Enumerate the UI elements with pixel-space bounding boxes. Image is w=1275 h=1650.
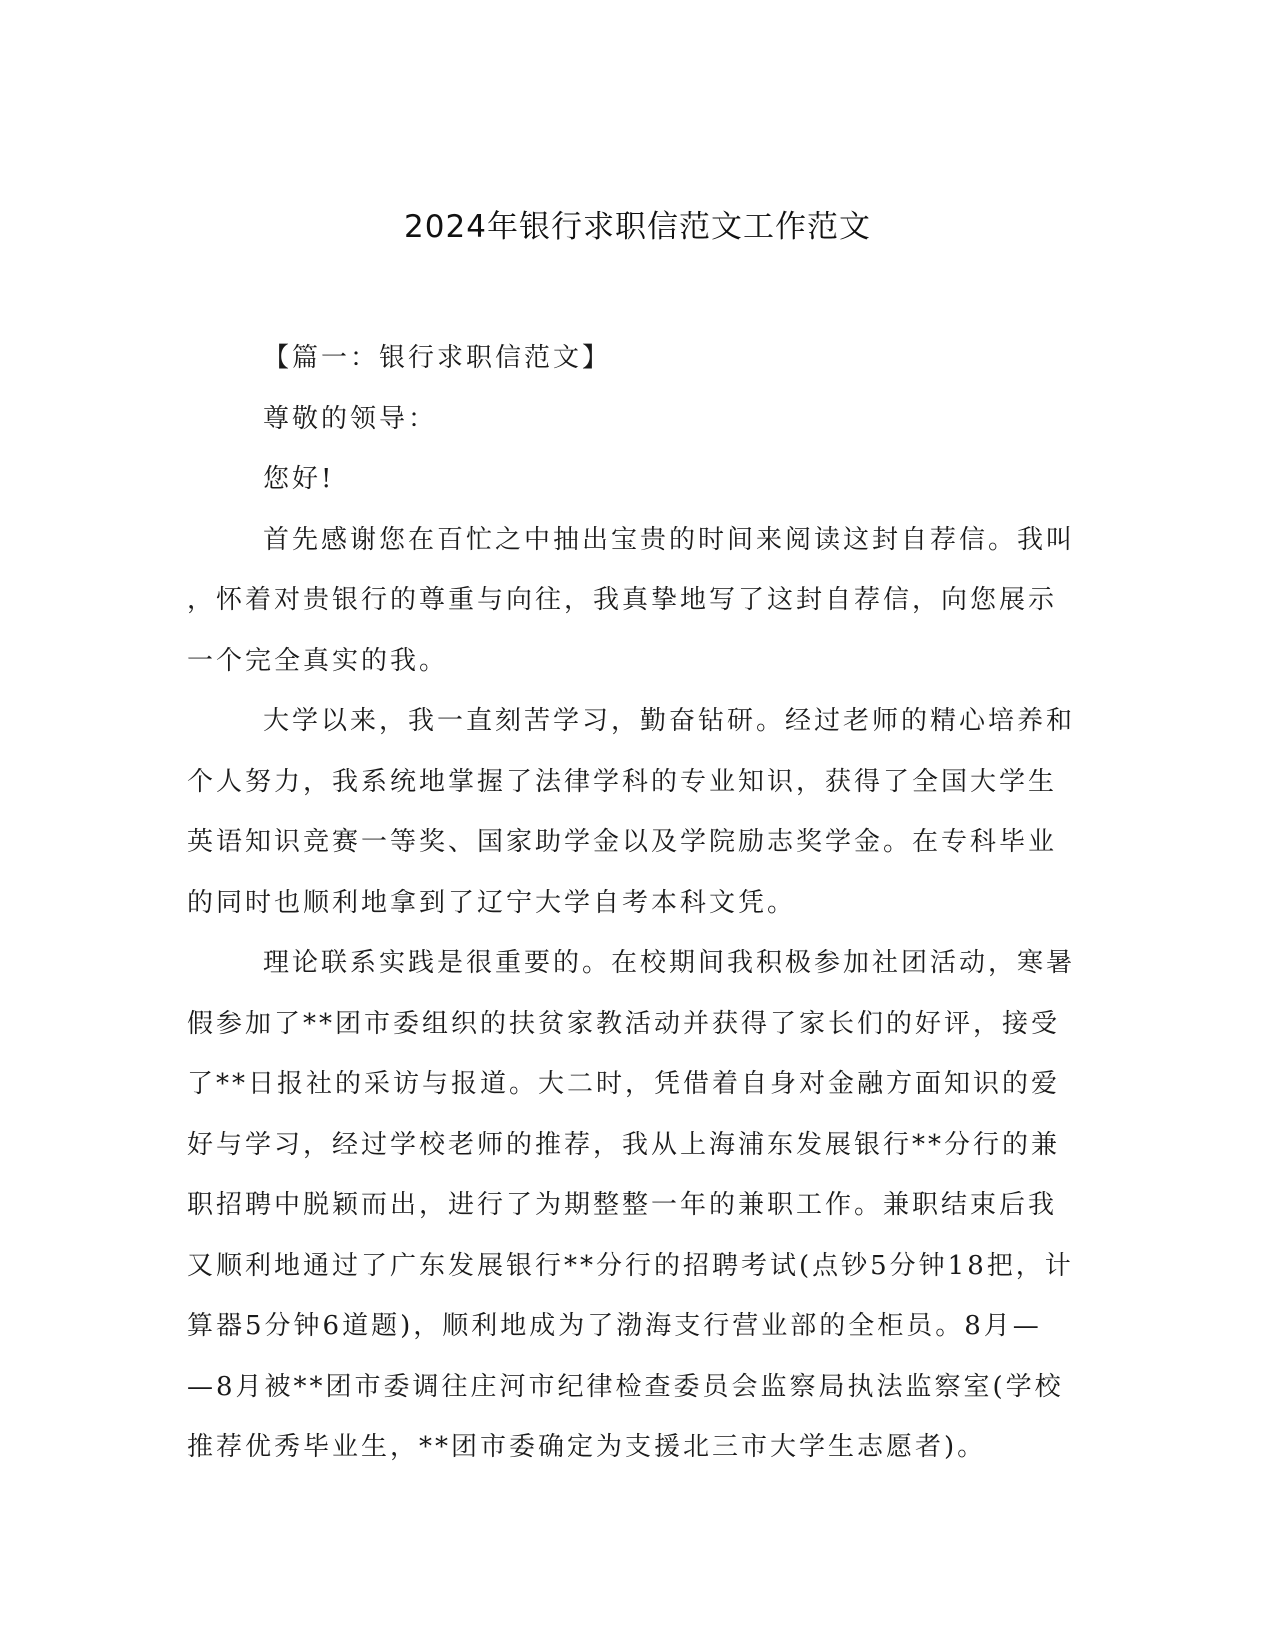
paragraph-line: 算器5分钟6道题)，顺利地成为了渤海支行营业部的全柜员。8月— <box>187 1311 1042 1341</box>
paragraph-2 <box>187 691 1087 933</box>
paragraph-line: 又顺利地通过了广东发展银行**分行的招聘考试(点钞5分钟18把，计 <box>187 1250 1074 1281</box>
document-title: 2024年银行求职信范文工作范文 <box>404 209 871 245</box>
paragraph-line: 的同时也顺利地拿到了辽宁大学自考本科文凭。 <box>187 887 797 918</box>
greeting: 您好! <box>263 464 335 494</box>
paragraph-line: —8月被**团市委调往庄河市纪律检查委员会监察局执法监察室(学校 <box>187 1371 1064 1402</box>
paragraph-line: 个人努力，我系统地掌握了法律学科的专业知识，获得了全国大学生 <box>187 766 1058 797</box>
document-body <box>187 328 1087 1478</box>
salutation: 尊敬的领导： <box>263 403 438 434</box>
paragraph-1 <box>187 510 1087 692</box>
paragraph-line: 假参加了**团市委组织的扶贫家教活动并获得了家长们的好评，接受 <box>187 1008 1061 1039</box>
paragraph-line: 一个完全真实的我。 <box>187 645 449 676</box>
paragraph-line: 职招聘中脱颖而出，进行了为期整整一年的兼职工作。兼职结束后我 <box>187 1190 1058 1220</box>
paragraph-line: 大学以来，我一直刻苦学习，勤奋钻研。经过老师的精心培养和 <box>263 706 1076 736</box>
section-heading: 【篇一：银行求职信范文】 <box>263 343 612 373</box>
paragraph-line: ，怀着对贵银行的尊重与向往，我真挚地写了这封自荐信，向您展示 <box>187 585 1058 615</box>
paragraph-line: 理论联系实践是很重要的。在校期间我积极参加社团活动，寒暑 <box>263 948 1076 978</box>
paragraph-line: 了**日报社的采访与报道。大二时，凭借着自身对金融方面知识的爱 <box>187 1069 1061 1099</box>
paragraph-line: 首先感谢您在百忙之中抽出宝贵的时间来阅读这封自荐信。我叫 <box>263 524 1076 555</box>
paragraph-line: 英语知识竞赛一等奖、国家助学金以及学院励志奖学金。在专科毕业 <box>187 827 1058 857</box>
paragraph-line: 好与学习，经过学校老师的推荐，我从上海浦东发展银行**分行的兼 <box>187 1129 1061 1160</box>
paragraph-line: 推荐优秀毕业生，**团市委确定为支援北三市大学生志愿者)。 <box>187 1432 987 1462</box>
paragraph-3 <box>187 933 1087 1478</box>
